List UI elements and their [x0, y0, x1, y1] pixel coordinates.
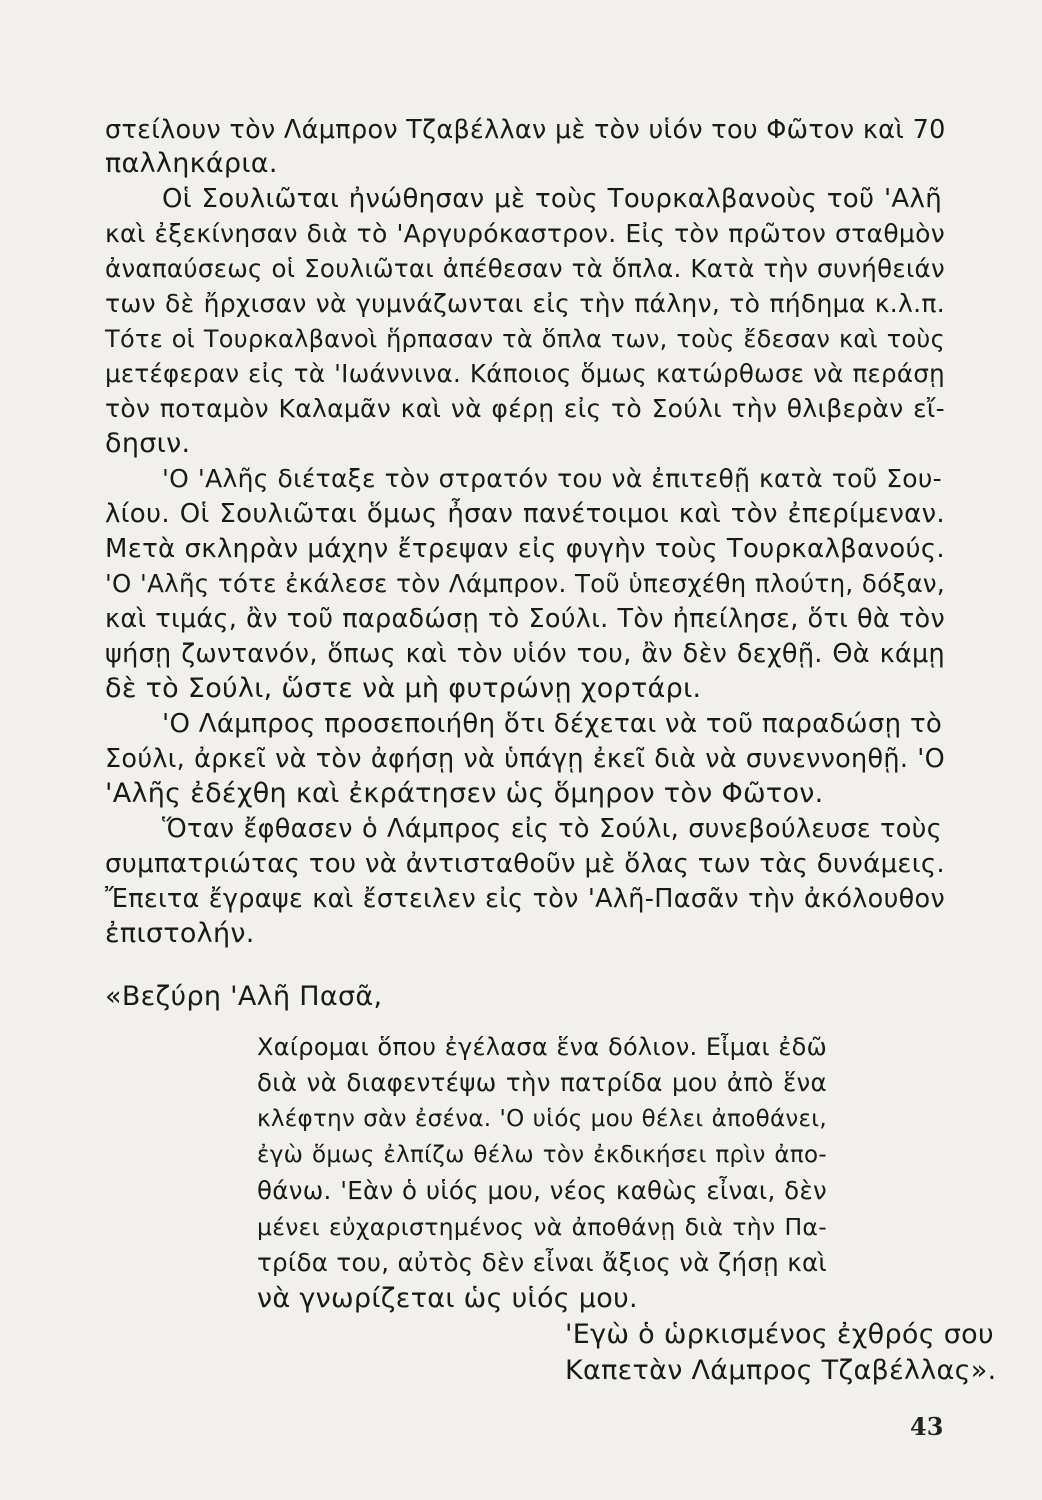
letter-line: Χαίρομαι ὅπου ἐγέλασα ἕνα δόλιον. Εἶμαι ἐδῶ	[257, 1033, 827, 1061]
body-line: των δὲ ἤρχισαν νὰ γυμνάζωνται εἰς τὴν πάλην, τὸ πήδημα κ.λ.π.	[105, 289, 945, 318]
body-line: μετέφεραν εἰς τὰ 'Ιωάννινα. Κάποιος ὅμως κατώρθωσε νὰ περάσῃ	[105, 359, 945, 388]
letter-signature: Καπετὰν Λάμπρος Τζαβέλλας».	[565, 1355, 997, 1386]
letter-line: διὰ νὰ διαφεντέψω τὴν πατρίδα μου ἀπὸ ἕνα	[257, 1068, 827, 1097]
body-line: στείλουν τὸν Λάμπρον Τζαβέλλαν μὲ τὸν υἱόν του Φῶτον καὶ 70	[105, 115, 946, 145]
body-line: καὶ ἐξεκίνησαν διὰ τὸ 'Αργυρόκαστρον. Εἰς τὸν πρῶτον σταθμὸν	[105, 219, 945, 248]
body-line: Τότε οἱ Τουρκαλβανοὶ ἥρπασαν τὰ ὅπλα των, τοὺς ἔδεσαν καὶ τοὺς	[105, 325, 945, 353]
body-line: 'Ο Λάμπρος προσεποιήθη ὅτι δέχεται νὰ τοῦ παραδώσῃ τὸ	[162, 709, 943, 739]
body-line: τὸν ποταμὸν Καλαμᾶν καὶ νὰ φέρῃ εἰς τὸ Σούλι τὴν θλιβερὰν εἴ-	[105, 394, 945, 423]
page-number: 43	[910, 1412, 944, 1441]
body-line: ψήσῃ ζωντανόν, ὅπως καὶ τὸν υἱόν του, ἂν δὲν δεχθῇ. Θὰ κάμῃ	[105, 639, 945, 669]
letter-line: τρίδα του, αὐτὸς δὲν εἶναι ἄξιος νὰ ζήσῃ καὶ	[257, 1248, 827, 1277]
letter-closing: 'Εγὼ ὁ ὡρκισμένος ἐχθρός σου	[565, 1319, 994, 1350]
body-line: ἀναπαύσεως οἱ Σουλιῶται ἀπέθεσαν τὰ ὅπλα. Κατὰ τὴν συνήθειάν	[105, 254, 945, 283]
body-line: Ὅταν ἔφθασεν ὁ Λάμπρος εἰς τὸ Σούλι, συνεβούλευσε τοὺς	[162, 814, 942, 844]
body-line: λίου. Οἱ Σουλιῶται ὅμως ἦσαν πανέτοιμοι καὶ τὸν ἐπερίμεναν.	[105, 499, 945, 529]
letter-line: ἐγὼ ὅμως ἐλπίζω θέλω τὸν ἐκδικήσει πρὶν ἀπο-	[257, 1142, 827, 1168]
body-line: Σούλι, ἀρκεῖ νὰ τὸν ἀφήσῃ νὰ ὑπάγῃ ἐκεῖ διὰ νὰ συνεννοηθῇ. 'Ο	[105, 744, 945, 774]
letter-line: νὰ γνωρίζεται ὡς υἱός μου.	[257, 1283, 638, 1314]
letter-line: κλέφτην σὰν ἐσένα. 'Ο υἱός μου θέλει ἀποθάνει,	[257, 1106, 827, 1132]
body-line: 'Αλῆς ἐδέχθη καὶ ἐκράτησεν ὡς ὅμηρον τὸν Φῶτον.	[105, 778, 824, 809]
body-line: παλληκάρια.	[105, 148, 278, 179]
letter-line: μένει εὐχαριστημένος νὰ ἀποθάνῃ διὰ τὴν Πα-	[257, 1213, 827, 1241]
letter-salutation: «Βεζύρη 'Αλῆ Πασᾶ,	[105, 981, 383, 1012]
body-line: Οἱ Σουλιῶται ἠνώθησαν μὲ τοὺς Τουρκαλβανοὺς τοῦ 'Αλῆ	[162, 184, 942, 214]
body-line: 'Ο 'Αλῆς τότε ἐκάλεσε τὸν Λάμπρον. Τοῦ ὑπεσχέθη πλούτη, δόξαν,	[105, 569, 945, 598]
letter-line: θάνω. 'Εὰν ὁ υἱός μου, νέος καθὼς εἶναι, δὲν	[257, 1176, 827, 1205]
body-line: Μετὰ σκληρὰν μάχην ἔτρεψαν εἰς φυγὴν τοὺς Τουρκαλβανούς.	[105, 534, 945, 564]
body-line: ἐπιστολήν.	[105, 918, 255, 949]
body-line: καὶ τιμάς, ἂν τοῦ παραδώσῃ τὸ Σούλι. Τὸν ἠπείλησε, ὅτι θὰ τὸν	[105, 604, 945, 634]
body-line: δησιν.	[105, 428, 191, 459]
body-line: Ἔπειτα ἔγραψε καὶ ἔστειλεν εἰς τὸν 'Αλῆ-Πασᾶν τὴν ἀκόλουθον	[105, 884, 945, 914]
body-line: 'Ο 'Αλῆς διέταξε τὸν στρατόν του νὰ ἐπιτεθῇ κατὰ τοῦ Σου-	[162, 464, 942, 493]
body-line: δὲ τὸ Σούλι, ὥστε νὰ μὴ φυτρώνῃ χορτάρι.	[105, 673, 702, 704]
body-line: συμπατριώτας του νὰ ἀντισταθοῦν μὲ ὅλας των τὰς δυνάμεις.	[105, 849, 945, 879]
